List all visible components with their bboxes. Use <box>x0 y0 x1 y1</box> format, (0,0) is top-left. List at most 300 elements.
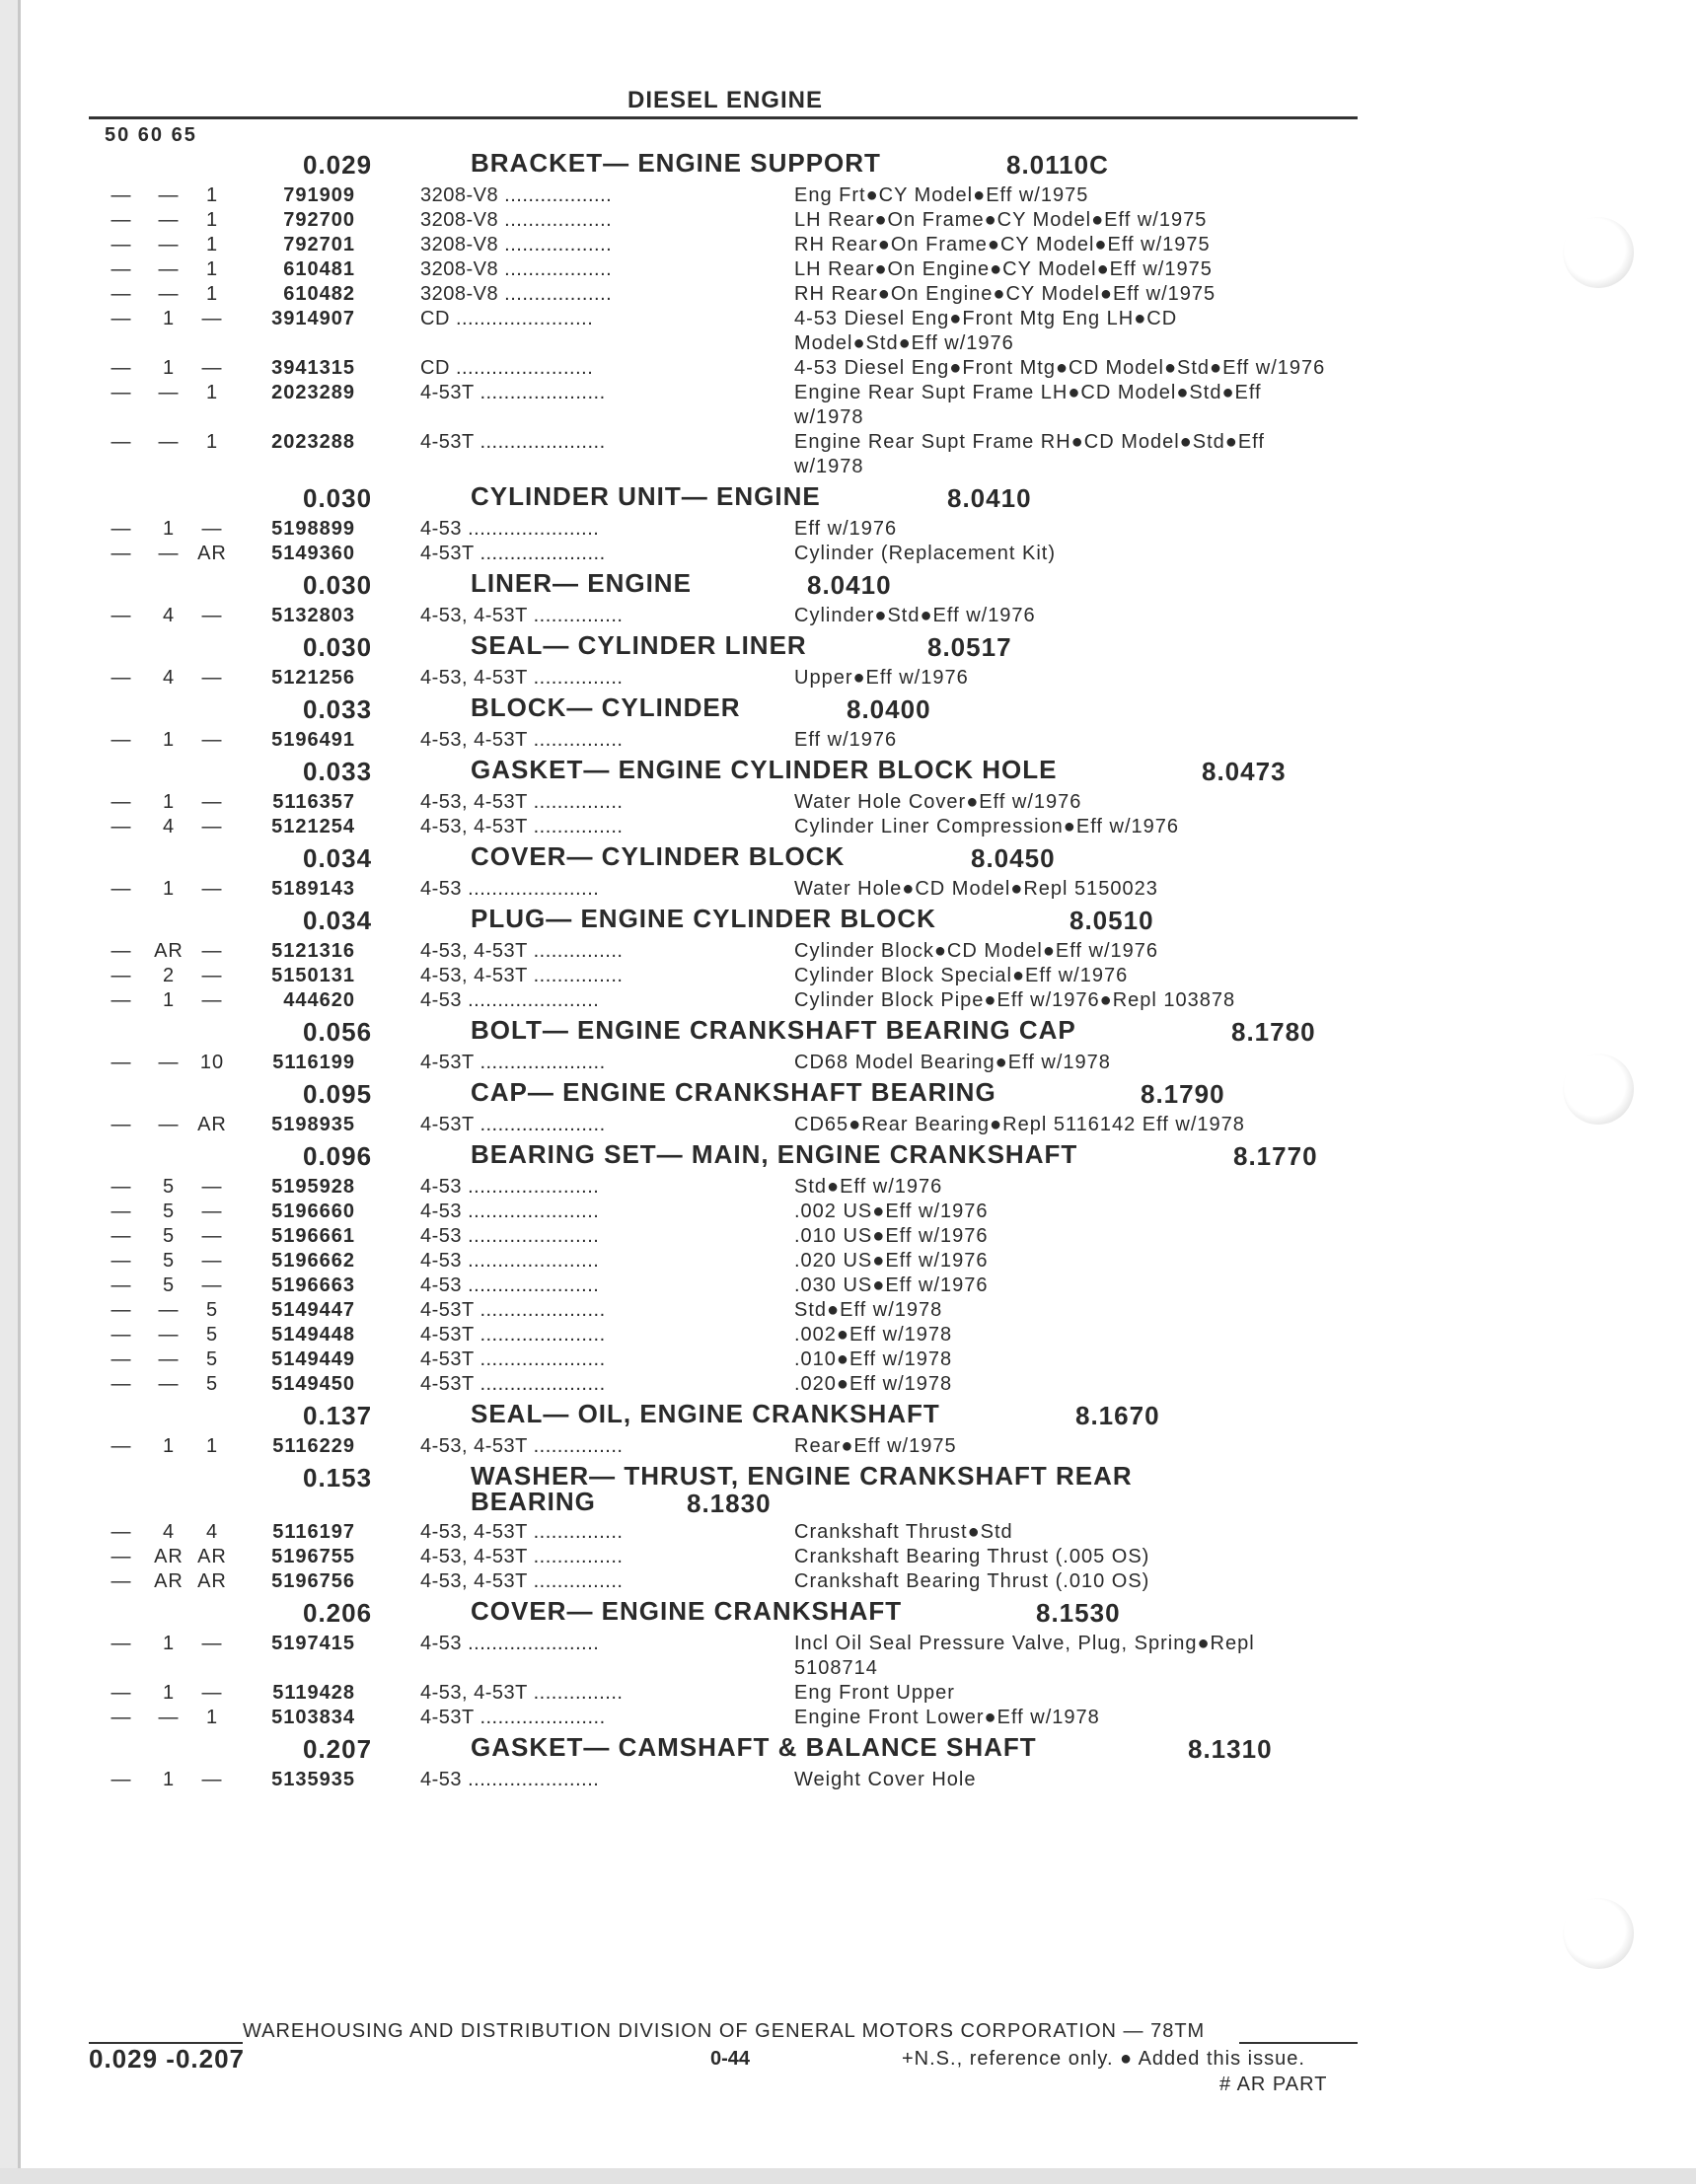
part-row <box>0 1113 1401 1137</box>
qty-65: 1 <box>205 283 219 305</box>
page-bottom-edge <box>0 2168 1696 2184</box>
section-code: 0.030 <box>303 483 373 513</box>
part-number: 5197415 <box>271 1633 355 1654</box>
section-ref-number: 8.0473 <box>1202 757 1287 786</box>
part-number: 5116197 <box>272 1521 355 1543</box>
qty-65: — <box>201 308 223 329</box>
part-description: Weight Cover Hole <box>794 1769 977 1790</box>
part-row <box>0 1051 1401 1075</box>
footer-legend: +N.S., reference only. ● Added this issue. <box>902 2048 1305 2070</box>
model-applicability: 3208-V8 .................. <box>420 209 613 231</box>
qty-50: — <box>111 1769 132 1790</box>
qty-65: — <box>201 791 223 813</box>
qty-65: AR <box>197 543 227 564</box>
model-applicability: 4-53 ...................... <box>420 1633 600 1654</box>
part-description: Cylinder Block Pipe●Eff w/1976●Repl 103878 <box>794 989 1236 1011</box>
part-number: 5198899 <box>271 518 355 540</box>
section-title: BEARING SET— MAIN, ENGINE CRANKSHAFT <box>471 1139 1078 1169</box>
model-applicability: 4-53T ..................... <box>420 1324 606 1346</box>
qty-50: — <box>111 965 132 986</box>
qty-50: — <box>111 209 132 231</box>
qty-65: 10 <box>199 1052 225 1073</box>
section-title: SEAL— OIL, ENGINE CRANKSHAFT <box>471 1399 940 1428</box>
part-description: Std●Eff w/1976 <box>794 1176 943 1198</box>
model-applicability: 4-53 ...................... <box>420 1250 600 1272</box>
part-description: .030 US●Eff w/1976 <box>794 1274 989 1296</box>
qty-65: — <box>201 357 223 379</box>
model-applicability: 4-53 ...................... <box>420 989 600 1011</box>
part-row <box>0 1200 1401 1224</box>
qty-50: — <box>111 1176 132 1198</box>
section-title: COVER— ENGINE CRANKSHAFT <box>471 1596 903 1626</box>
qty-65: 1 <box>205 431 219 453</box>
qty-50: — <box>111 1373 132 1395</box>
qty-65: 1 <box>205 258 219 280</box>
section-ref-number: 8.0110C <box>1006 150 1109 180</box>
part-number: 5121316 <box>271 940 355 962</box>
part-row <box>0 430 1401 479</box>
part-number: 5103834 <box>271 1707 355 1728</box>
qty-65: 5 <box>205 1348 219 1370</box>
qty-60: AR <box>154 940 184 962</box>
part-description: Engine Rear Supt Frame LH●CD Model●Std●Eff w/1978 <box>794 382 1262 428</box>
part-row <box>0 517 1401 542</box>
section-ref-number: 8.1790 <box>1141 1079 1225 1109</box>
part-number: 5195928 <box>271 1176 355 1198</box>
section-code: 0.029 <box>303 150 373 180</box>
part-number: 792701 <box>283 234 355 255</box>
part-row <box>0 1347 1401 1372</box>
part-description: LH Rear●On Frame●CY Model●Eff w/1975 <box>794 209 1208 231</box>
section-ref-number: 8.0410 <box>947 483 1032 513</box>
qty-65: 1 <box>205 209 219 231</box>
qty-60: — <box>158 1052 180 1073</box>
qty-65: — <box>201 1769 223 1790</box>
part-row <box>0 381 1401 430</box>
part-description: CD68 Model Bearing●Eff w/1978 <box>794 1052 1111 1073</box>
model-applicability: CD ....................... <box>420 308 594 329</box>
model-applicability: 4-53T ..................... <box>420 1299 606 1321</box>
part-row <box>0 208 1401 233</box>
part-row <box>0 815 1401 839</box>
qty-60: AR <box>154 1546 184 1567</box>
part-row <box>0 307 1401 356</box>
qty-65: 5 <box>205 1373 219 1395</box>
part-row <box>0 356 1401 381</box>
qty-60: — <box>158 234 180 255</box>
qty-65: — <box>201 989 223 1011</box>
part-number: 5132803 <box>271 605 355 626</box>
part-description: .020●Eff w/1978 <box>794 1373 953 1395</box>
section-code: 0.034 <box>303 843 373 873</box>
qty-65: 1 <box>205 382 219 403</box>
section-title: BLOCK— CYLINDER <box>471 692 741 722</box>
section-code: 0.207 <box>303 1734 373 1764</box>
model-applicability: 4-53, 4-53T ............... <box>420 965 624 986</box>
part-description: Cylinder●Std●Eff w/1976 <box>794 605 1036 626</box>
part-description: Crankshaft Bearing Thrust (.005 OS) <box>794 1546 1150 1567</box>
part-description: Engine Front Lower●Eff w/1978 <box>794 1707 1100 1728</box>
qty-60: 4 <box>162 667 176 689</box>
part-number: 5196661 <box>271 1225 355 1247</box>
qty-60: — <box>158 382 180 403</box>
qty-50: — <box>111 1114 132 1135</box>
qty-50: — <box>111 1225 132 1247</box>
qty-50: — <box>111 1201 132 1222</box>
part-description: .002●Eff w/1978 <box>794 1324 953 1346</box>
qty-65: 5 <box>205 1324 219 1346</box>
qty-60: AR <box>154 1570 184 1592</box>
qty-50: — <box>111 816 132 837</box>
part-number: 5149450 <box>271 1373 355 1395</box>
qty-65: 4 <box>205 1521 219 1543</box>
qty-60: — <box>158 1324 180 1346</box>
part-description: Water Hole Cover●Eff w/1976 <box>794 791 1082 813</box>
section-header <box>0 146 1401 183</box>
binder-hole-top <box>1563 217 1634 288</box>
qty-50: — <box>111 1250 132 1272</box>
qty-65: — <box>201 816 223 837</box>
qty-50: — <box>111 989 132 1011</box>
part-row <box>0 1372 1401 1397</box>
part-number: 5149449 <box>271 1348 355 1370</box>
section-title: PLUG— ENGINE CYLINDER BLOCK <box>471 904 936 933</box>
part-number: 792700 <box>283 209 355 231</box>
section-title: COVER— CYLINDER BLOCK <box>471 841 846 871</box>
qty-60: 1 <box>162 791 176 813</box>
qty-60: 4 <box>162 605 176 626</box>
section-header <box>0 566 1401 604</box>
part-description: .020 US●Eff w/1976 <box>794 1250 989 1272</box>
part-description: .002 US●Eff w/1976 <box>794 1201 989 1222</box>
part-number: 5150131 <box>271 965 355 986</box>
part-number: 5196755 <box>271 1546 355 1567</box>
part-number: 5196662 <box>271 1250 355 1272</box>
qty-60: — <box>158 184 180 206</box>
model-applicability: 4-53T ..................... <box>420 382 606 403</box>
part-number: 5196756 <box>271 1570 355 1592</box>
model-applicability: 4-53T ..................... <box>420 1114 606 1135</box>
qty-65: 1 <box>205 1707 219 1728</box>
part-number: 5149447 <box>271 1299 355 1321</box>
qty-65: AR <box>197 1114 227 1135</box>
qty-50: — <box>111 1348 132 1370</box>
qty-50: — <box>111 1633 132 1654</box>
qty-50: — <box>111 234 132 255</box>
section-title: CYLINDER UNIT— ENGINE <box>471 481 821 511</box>
qty-65: — <box>201 1633 223 1654</box>
part-number: 5135935 <box>271 1769 355 1790</box>
part-number: 5149360 <box>271 543 355 564</box>
section-code: 0.056 <box>303 1017 373 1047</box>
part-row <box>0 988 1401 1013</box>
qty-65: — <box>201 1274 223 1296</box>
section-title: LINER— ENGINE <box>471 568 692 598</box>
model-applicability: 4-53T ..................... <box>420 543 606 564</box>
qty-60: 5 <box>162 1201 176 1222</box>
qty-65: 5 <box>205 1299 219 1321</box>
model-applicability: 4-53 ...................... <box>420 518 600 540</box>
qty-60: 5 <box>162 1176 176 1198</box>
model-applicability: 4-53 ...................... <box>420 1274 600 1296</box>
qty-65: — <box>201 1250 223 1272</box>
section-code: 0.030 <box>303 632 373 662</box>
section-ref-number: 8.1830 <box>687 1489 772 1518</box>
part-row <box>0 604 1401 628</box>
section-header <box>0 902 1401 939</box>
section-ref-number: 8.0410 <box>807 570 892 600</box>
footer-division: WAREHOUSING AND DISTRIBUTION DIVISION OF GENERAL MOTORS CORPORATION — 78TM <box>243 2020 1206 2042</box>
qty-60: 1 <box>162 308 176 329</box>
qty-60: 1 <box>162 878 176 900</box>
qty-50: — <box>111 518 132 540</box>
qty-50: — <box>111 258 132 280</box>
qty-50: — <box>111 1052 132 1073</box>
section-ref-number: 8.1310 <box>1188 1734 1273 1764</box>
model-applicability: 4-53 ...................... <box>420 1201 600 1222</box>
section-header <box>0 1730 1401 1768</box>
qty-50: — <box>111 729 132 751</box>
qty-65: — <box>201 1201 223 1222</box>
qty-65: — <box>201 518 223 540</box>
part-description: Crankshaft Bearing Thrust (.010 OS) <box>794 1570 1150 1592</box>
qty-65: — <box>201 1225 223 1247</box>
model-applicability: 4-53 ...................... <box>420 1176 600 1198</box>
model-applicability: 3208-V8 .................. <box>420 234 613 255</box>
model-applicability: 4-53, 4-53T ............... <box>420 1682 624 1704</box>
part-row <box>0 728 1401 753</box>
qty-50: — <box>111 1521 132 1543</box>
qty-60: 5 <box>162 1250 176 1272</box>
part-number: 610481 <box>283 258 355 280</box>
qty-50: — <box>111 605 132 626</box>
part-description: Std●Eff w/1978 <box>794 1299 943 1321</box>
qty-50: — <box>111 791 132 813</box>
qty-60: — <box>158 543 180 564</box>
part-row <box>0 233 1401 257</box>
part-description: Engine Rear Supt Frame RH●CD Model●Std●Eff w/1978 <box>794 431 1265 477</box>
qty-60: 5 <box>162 1274 176 1296</box>
footer-code-range: 0.029 -0.207 <box>89 2044 246 2074</box>
part-description: Cylinder Block●CD Model●Eff w/1976 <box>794 940 1159 962</box>
qty-60: — <box>158 258 180 280</box>
qty-50: — <box>111 878 132 900</box>
section-title: GASKET— CAMSHAFT & BALANCE SHAFT <box>471 1732 1037 1762</box>
section-code: 0.096 <box>303 1141 373 1171</box>
part-number: 3914907 <box>271 308 355 329</box>
model-applicability: 4-53, 4-53T ............... <box>420 1521 624 1543</box>
parts-list <box>0 146 1401 1792</box>
qty-50: — <box>111 431 132 453</box>
qty-60: 1 <box>162 518 176 540</box>
part-number: 2023289 <box>271 382 355 403</box>
model-applicability: 4-53T ..................... <box>420 431 606 453</box>
section-code: 0.095 <box>303 1079 373 1109</box>
part-description: Eff w/1976 <box>794 729 898 751</box>
part-description: RH Rear●On Engine●CY Model●Eff w/1975 <box>794 283 1217 305</box>
qty-60: — <box>158 1348 180 1370</box>
part-row <box>0 1175 1401 1200</box>
qty-60: 5 <box>162 1225 176 1247</box>
part-description: Cylinder (Replacement Kit) <box>794 543 1056 564</box>
qty-60: 1 <box>162 357 176 379</box>
qty-65: — <box>201 1682 223 1704</box>
qty-50: — <box>111 667 132 689</box>
part-row <box>0 183 1401 208</box>
section-title: GASKET— ENGINE CYLINDER BLOCK HOLE <box>471 755 1058 784</box>
part-row <box>0 1323 1401 1347</box>
qty-60: 1 <box>162 729 176 751</box>
part-description: 4-53 Diesel Eng●Front Mtg●CD Model●Std●Eff w/1976 <box>794 357 1326 379</box>
part-number: 791909 <box>283 184 355 206</box>
part-number: 5121254 <box>271 816 355 837</box>
part-row <box>0 1681 1401 1706</box>
section-code: 0.137 <box>303 1401 373 1430</box>
qty-60: — <box>158 1299 180 1321</box>
qty-65: 1 <box>205 184 219 206</box>
qty-65: — <box>201 605 223 626</box>
model-applicability: 4-53, 4-53T ............... <box>420 1570 624 1592</box>
part-description: Incl Oil Seal Pressure Valve, Plug, Spring●Repl 5108714 <box>794 1633 1255 1679</box>
part-number: 2023288 <box>271 431 355 453</box>
part-row <box>0 877 1401 902</box>
qty-60: — <box>158 1373 180 1395</box>
model-applicability: 4-53, 4-53T ............... <box>420 940 624 962</box>
qty-60: 1 <box>162 1435 176 1457</box>
qty-65: AR <box>197 1570 227 1592</box>
qty-65: 1 <box>205 234 219 255</box>
part-row <box>0 282 1401 307</box>
section-code: 0.033 <box>303 694 373 724</box>
qty-65: — <box>201 965 223 986</box>
section-ref-number: 8.0400 <box>847 694 931 724</box>
section-title: WASHER— THRUST, ENGINE CRANKSHAFT REAR BEARING <box>471 1461 1133 1516</box>
part-row <box>0 257 1401 282</box>
footer-page-number: 0-44 <box>710 2048 751 2070</box>
part-row <box>0 939 1401 964</box>
qty-60: 4 <box>162 1521 176 1543</box>
part-row <box>0 1274 1401 1298</box>
qty-60: — <box>158 431 180 453</box>
qty-50: — <box>111 283 132 305</box>
part-row <box>0 1706 1401 1730</box>
qty-50: — <box>111 1546 132 1567</box>
part-description: Eng Frt●CY Model●Eff w/1975 <box>794 184 1089 206</box>
part-number: 5196660 <box>271 1201 355 1222</box>
section-ref-number: 8.0450 <box>971 843 1056 873</box>
section-ref-number: 8.0510 <box>1069 906 1154 935</box>
section-header <box>0 1397 1401 1434</box>
part-description: .010 US●Eff w/1976 <box>794 1225 989 1247</box>
section-header <box>0 839 1401 877</box>
qty-60: 1 <box>162 1682 176 1704</box>
section-header <box>0 628 1401 666</box>
qty-50: — <box>111 940 132 962</box>
part-description: Upper●Eff w/1976 <box>794 667 969 689</box>
model-applicability: 3208-V8 .................. <box>420 258 613 280</box>
section-code: 0.206 <box>303 1598 373 1628</box>
model-applicability: 4-53, 4-53T ............... <box>420 605 624 626</box>
section-header <box>0 753 1401 790</box>
section-header <box>0 1594 1401 1632</box>
part-description: 4-53 Diesel Eng●Front Mtg Eng LH●CD Model●Std●Eff w/1976 <box>794 308 1178 354</box>
part-number: 5116357 <box>272 791 355 813</box>
part-number: 610482 <box>283 283 355 305</box>
qty-50: — <box>111 1570 132 1592</box>
qty-50: — <box>111 1707 132 1728</box>
part-number: 5121256 <box>271 667 355 689</box>
part-number: 5196491 <box>271 729 355 751</box>
section-ref-number: 8.1770 <box>1233 1141 1318 1171</box>
model-applicability: 3208-V8 .................. <box>420 283 613 305</box>
qty-50: — <box>111 1435 132 1457</box>
footer-ar-note: # AR PART <box>1219 2074 1328 2095</box>
qty-50: — <box>111 357 132 379</box>
section-code: 0.034 <box>303 906 373 935</box>
model-applicability: 4-53, 4-53T ............... <box>420 667 624 689</box>
model-applicability: 4-53, 4-53T ............... <box>420 729 624 751</box>
part-description: Crankshaft Thrust●Std <box>794 1521 1013 1543</box>
part-number: 5116229 <box>272 1435 355 1457</box>
part-row <box>0 1768 1401 1792</box>
qty-60: — <box>158 283 180 305</box>
part-number: 5198935 <box>271 1114 355 1135</box>
qty-60: 2 <box>162 965 176 986</box>
qty-65: 1 <box>205 1435 219 1457</box>
qty-50: — <box>111 1274 132 1296</box>
part-description: Rear●Eff w/1975 <box>794 1435 957 1457</box>
model-applicability: 4-53T ..................... <box>420 1373 606 1395</box>
qty-65: AR <box>197 1546 227 1567</box>
part-row <box>0 1224 1401 1249</box>
title-rule <box>89 116 1358 119</box>
section-header <box>0 691 1401 728</box>
part-description: Cylinder Liner Compression●Eff w/1976 <box>794 816 1179 837</box>
section-ref-number: 8.1780 <box>1231 1017 1316 1047</box>
qty-60: 1 <box>162 989 176 1011</box>
part-number: 5149448 <box>271 1324 355 1346</box>
part-row <box>0 1298 1401 1323</box>
qty-65: — <box>201 667 223 689</box>
qty-60: — <box>158 1114 180 1135</box>
model-applicability: 4-53 ...................... <box>420 1225 600 1247</box>
section-header <box>0 1459 1401 1520</box>
qty-65: — <box>201 1176 223 1198</box>
part-number: 3941315 <box>271 357 355 379</box>
section-header <box>0 479 1401 517</box>
model-applicability: 4-53 ...................... <box>420 878 600 900</box>
model-applicability: 4-53T ..................... <box>420 1052 606 1073</box>
qty-50: — <box>111 1299 132 1321</box>
part-row <box>0 666 1401 691</box>
section-ref-number: 8.1530 <box>1036 1598 1121 1628</box>
part-description: RH Rear●On Frame●CY Model●Eff w/1975 <box>794 234 1211 255</box>
part-number: 5119428 <box>272 1682 355 1704</box>
binder-hole-bottom <box>1563 1898 1634 1969</box>
part-row <box>0 1569 1401 1594</box>
model-applicability: 4-53, 4-53T ............... <box>420 1546 624 1567</box>
qty-50: — <box>111 1682 132 1704</box>
part-row <box>0 1249 1401 1274</box>
part-row <box>0 1545 1401 1569</box>
qty-60: — <box>158 1707 180 1728</box>
part-description: Eff w/1976 <box>794 518 898 540</box>
model-applicability: 4-53T ..................... <box>420 1707 606 1728</box>
part-description: .010●Eff w/1978 <box>794 1348 953 1370</box>
section-header <box>0 1013 1401 1051</box>
part-row <box>0 790 1401 815</box>
quantity-column-header: 50 60 65 <box>105 124 197 146</box>
